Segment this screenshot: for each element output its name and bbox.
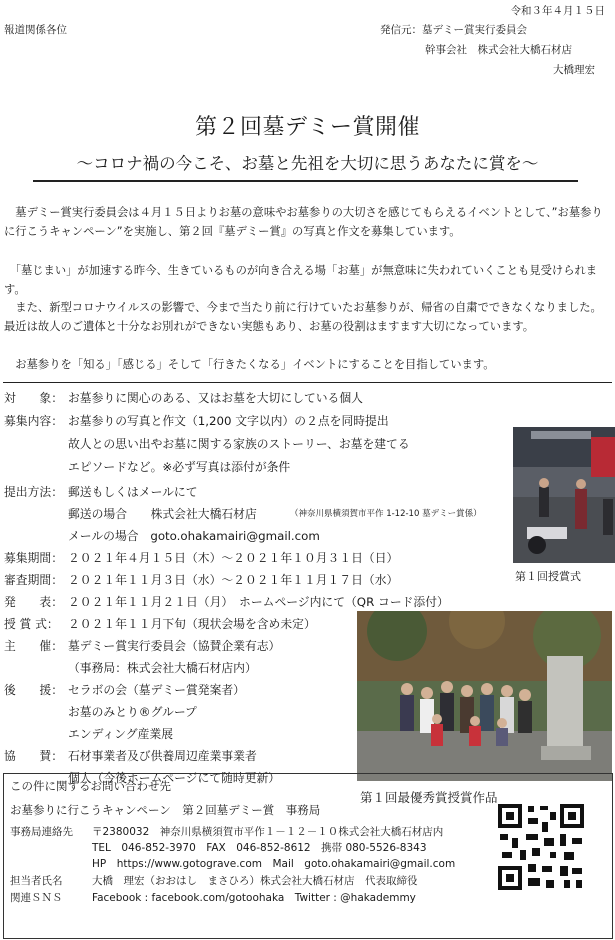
host-label: 主 催：	[4, 639, 63, 653]
ceremony-value: ２０２１年１１月下旬（現状会場を含め未定）	[68, 617, 316, 631]
sponsor-value-2: 個人（今後ホームページにて随時更新）	[68, 771, 281, 785]
content-value-2: 故人との思い出やお墓に関する家族のストーリー、お墓を建てる	[68, 437, 410, 451]
contact-box	[3, 773, 613, 939]
winning-entry-photo	[357, 611, 612, 781]
representative: 大橋理宏	[553, 64, 595, 76]
contact-address-label: 事務局連絡先	[10, 826, 73, 838]
photo1-caption: 第１回授賞式	[515, 570, 581, 583]
contact-web-mail: HP https://www.gotograve.com Mail goto.ohakamairi@gmail.com	[92, 858, 456, 870]
support-label: 後 援：	[4, 683, 63, 697]
contact-office: お墓参りに行こうキャンペーン 第２回墓デミー賞 事務局	[10, 803, 321, 817]
addressee: 報道関係各位	[4, 24, 67, 36]
content-value-1: お墓参りの写真と作文（1,200 文字以内）の２点を同時提出	[68, 414, 389, 428]
sns-links: Facebook : facebook.com/gotoohaka Twitter : @hakademmy	[92, 892, 416, 904]
intro-paragraph: 墓デミー賞実行委員会は４月１５日よりお墓の意味やお墓参りの大切さを感じてもらえるイベントとして、”お墓参りに行こうキャンペーン”を実施し、第２回『墓デミー賞』の写真と作文を募集しています。	[4, 206, 603, 238]
host-value-2: （事務局：株式会社大橋石材店内）	[68, 661, 257, 675]
sns-label: 関連ＳＮＳ	[10, 892, 63, 904]
contact-person: 大橋 理宏（おおはし まさひろ）株式会社大橋石材店 代表取締役	[92, 875, 418, 887]
lead-company: 幹事会社 株式会社大橋石材店	[425, 44, 572, 56]
email-method: メールの場合 goto.ohakamairi@gmail.com	[68, 529, 320, 543]
review-value: ２０２１年１１月３日（水）～２０２１年１１月１７日（水）	[68, 573, 399, 587]
contact-person-label: 担当者氏名	[10, 875, 63, 887]
contact-phone: TEL 046-852-3970 FAX 046-852-8612 携帯 080-5526-8343	[92, 842, 427, 854]
support-value-1: セラボの会（墓デミー賞発案者）	[68, 683, 245, 697]
issuer: 発信元：墓デミー賞実行委員会	[380, 24, 527, 36]
section-divider	[3, 382, 612, 383]
support-value-3: エンディング産業展	[68, 727, 173, 741]
ceremony-label: 授 賞 式：	[4, 617, 59, 631]
content-value-3: エピソードなど。※必ず写真は添付が条件	[68, 460, 291, 474]
paragraph-covid: また、新型コロナウイルスの影響で、今まで当たり前に行けていたお墓参りが、帰省の自粛でできなくなりました。最近は故人のご遺体と十分なお別れができない実態もあり、お墓の役割はますます大切になっています。	[4, 301, 602, 333]
content-label: 募集内容：	[4, 414, 63, 428]
paragraph-graves: 「墓じまい」が加速する昨今、生きているものが向き合える場「お墓」が無意味に失われていくことも見受けられます。	[4, 264, 598, 296]
award-ceremony-photo	[513, 427, 615, 563]
page-title: 第２回墓デミー賞開催	[194, 115, 420, 140]
subtitle-underline	[33, 180, 578, 182]
target-value: お墓参りに関心のある、又はお墓を大切にしている個人	[68, 391, 363, 405]
announce-value: ２０２１年１１月２１日（月） ホームページ内にて（QR コード添付）	[68, 595, 449, 609]
target-label: 対 象：	[4, 391, 63, 405]
period-value: ２０２１年４月１５日（木）～２０２１年１０月３１日（日）	[68, 551, 399, 565]
paragraph-goal: お墓参りを「知る」「感じる」そして「行きたくなる」イベントにすることを目指しています。	[4, 358, 495, 371]
method-value: 郵送もしくはメールにて	[68, 485, 198, 499]
mail-method: 郵送の場合 株式会社大橋石材店	[68, 507, 257, 521]
document-date: 令和３年４月１５日	[510, 5, 605, 17]
period-label: 募集期間：	[4, 551, 63, 565]
review-label: 審査期間：	[4, 573, 63, 587]
contact-heading: この件に関するお問い合わせ先	[10, 779, 171, 793]
announce-label: 発 表：	[4, 595, 63, 609]
page-subtitle: ～コロナ禍の今こそ、お墓と先祖を大切に思うあなたに賞を～	[76, 154, 539, 173]
support-value-2: お墓のみとり®グループ	[68, 705, 197, 719]
qr-code[interactable]	[498, 804, 584, 890]
host-value-1: 墓デミー賞実行委員会（協賛企業有志）	[68, 639, 281, 653]
method-label: 提出方法：	[4, 485, 63, 499]
mail-address: （神奈川県横須賀市平作 1-12-10 墓デミー賞係）	[290, 509, 482, 519]
photo2-caption: 第１回最優秀賞授賞作品	[360, 790, 498, 805]
sponsor-value-1: 石材事業者及び供養周辺産業事業者	[68, 749, 257, 763]
sponsor-label: 協 賛：	[4, 749, 63, 763]
contact-address: 〒2380032 神奈川県横須賀市平作１－１２－１０株式会社大橋石材店内	[92, 826, 444, 838]
